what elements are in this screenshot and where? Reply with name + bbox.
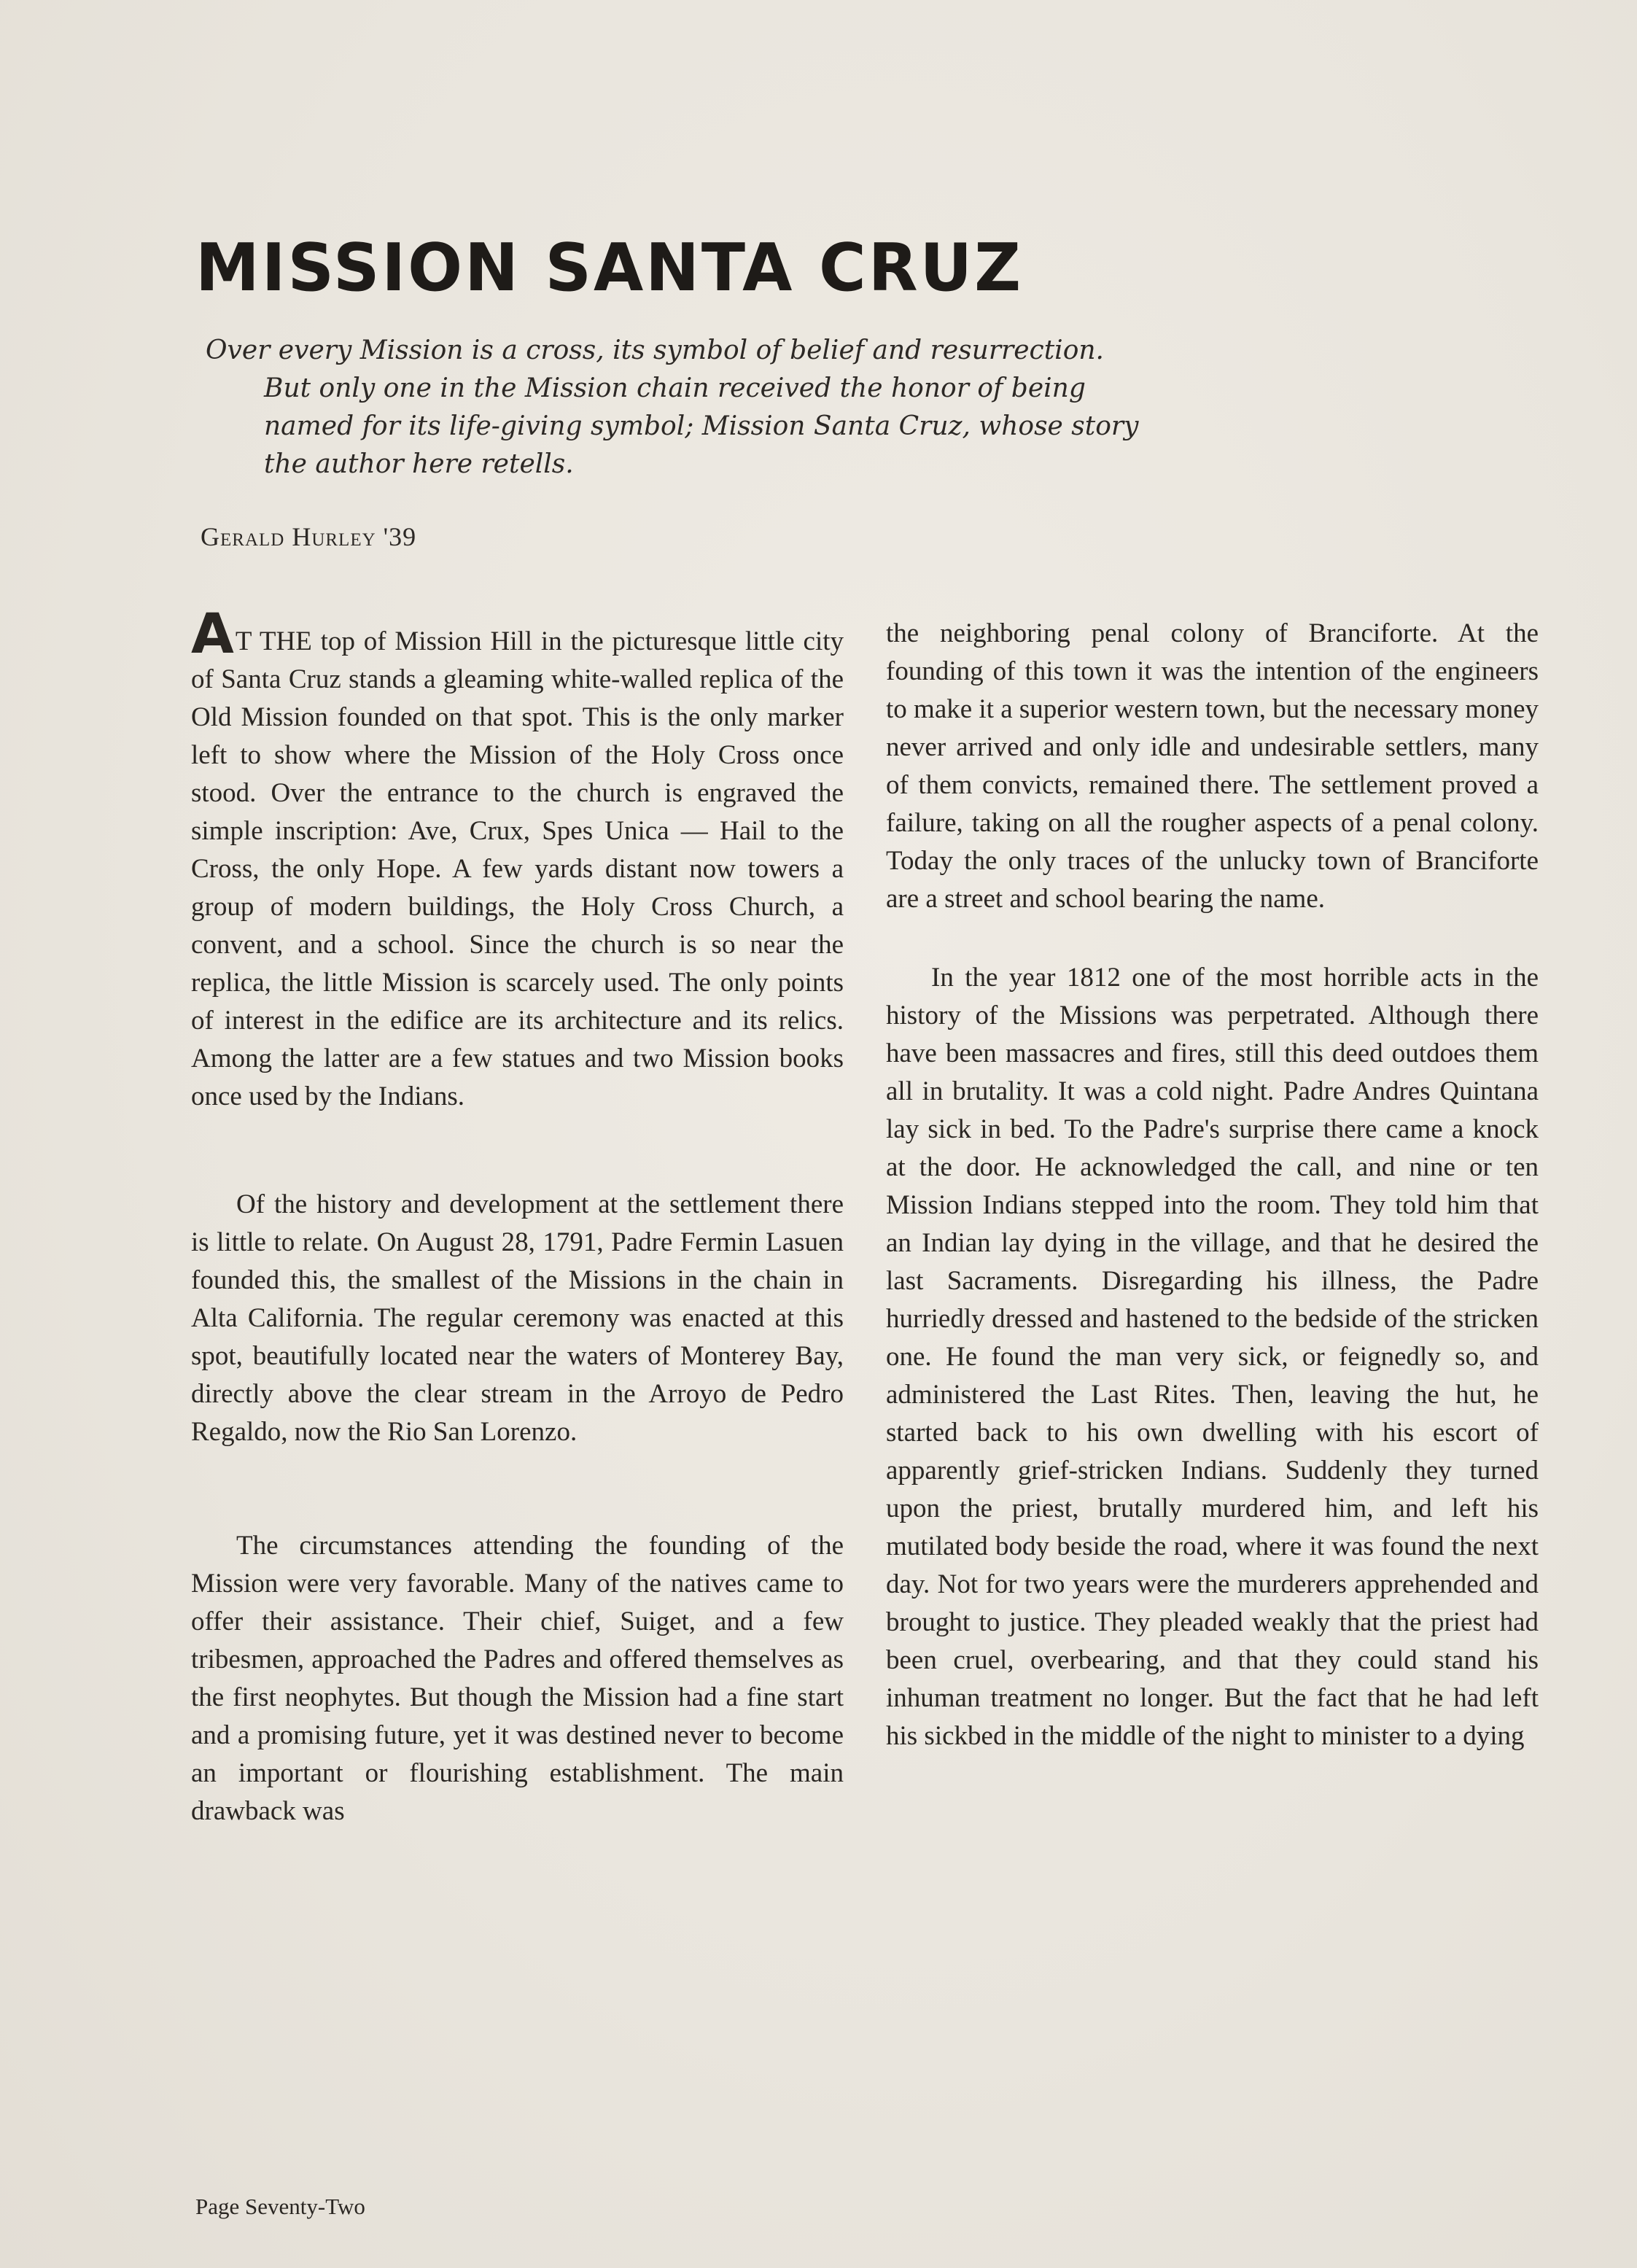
- paragraph-text: T THE top of Mission Hill in the picturesque little city of Santa Cruz stands a gleaming white-walled replica of the Old Mission founded on that spot. This is the only marker left to show where the Mission of the Holy Cross once stood. Over the entrance to the church is engraved the simple inscription: Ave, Crux, Spes Unica — Hail to the Cross, the only Hope. A few yards distant now towers a group of modern buildings, the Holy Cross Church, a convent, and a school. Since the church is so near the replica, the little Mission is scarcely used. The only points of interest in the edifice are its architecture and its relics. Among the latter are a few statues and two Mission books once used by the Indians.: [191, 626, 844, 1111]
- intro-blurb: [206, 332, 1197, 483]
- page-footer: Page Seventy-Two: [195, 2194, 365, 2219]
- paragraph: In the year 1812 one of the most horrible acts in the history of the Missions was perpetrated. Although there have been massacres and fires, still this deed outdoes them all in brutality. It was a cold night. Padre Andres Quintana lay sick in bed. To the Padre's surprise there came a knock at the door. He acknowledged the call, and nine or ten Mission Indians stepped into the room. They told him that an Indian lay dying in the village, and that he desired the last Sacraments. Disregarding his illness, the Padre hurriedly dressed and hastened to the bedside of the stricken one. He found the man very sick, or feignedly so, and administered the Last Rites. Then, leaving the hut, he started back to his own dwelling with his escort of apparently grief-stricken Indians. Suddenly they turned upon the priest, brutally murdered him, and left his mutilated body beside the road, where it was found the next day. Not for two years were the murderers apprehended and brought to justice. They pleaded weakly that the priest had been cruel, overbearing, and that they could stand his inhuman treatment no longer. But the fact that he had left his sickbed in the middle of the night to minister to a dying: [886, 963, 1539, 1751]
- intro-line: the author here retells.: [264, 449, 574, 479]
- intro-line: Over every Mission is a cross, its symbol of belief and resurrection.: [206, 335, 1104, 365]
- intro-line: named for its life-giving symbol; Mission Santa Cruz, whose story: [264, 411, 1139, 441]
- drop-cap: A: [191, 601, 234, 666]
- left-column: [191, 601, 844, 1830]
- right-column: [886, 615, 1539, 1755]
- intro-line: But only one in the Mission chain received the honor of being: [264, 373, 1086, 403]
- article-title: MISSION SANTA CRUZ: [195, 230, 1024, 306]
- paragraph: The circumstances attending the founding of the Mission were very favorable. Many of the natives came to offer their assistance. Their chief, Suiget, and a few tribesmen, approached the Padres and offered themselves as the first neophytes. But though the Mission had a fine start and a promising future, yet it was destined never to become an important or flourishing establishment. The main drawback was: [191, 1531, 844, 1826]
- paragraph: [191, 601, 844, 1116]
- paragraph: Of the history and development at the settlement there is little to relate. On August 28, 1791, Padre Fermin Lasuen founded this, the smallest of the Missions in the chain in Alta California. The regular ceremony was enacted at this spot, beautifully located near the waters of Monterey Bay, directly above the clear stream in the Arroyo de Pedro Regaldo, now the Rio San Lorenzo.: [191, 1189, 844, 1447]
- paragraph: the neighboring penal colony of Branciforte. At the founding of this town it was the intention of the engineers to make it a superior western town, but the necessary money never arrived and only idle and undesirable settlers, many of them convicts, remained there. The settlement proved a failure, taking on all the rougher aspects of a penal colony. Today the only traces of the unlucky town of Branciforte are a street and school bearing the name.: [886, 618, 1539, 914]
- author-byline: Gerald Hurley '39: [201, 522, 417, 551]
